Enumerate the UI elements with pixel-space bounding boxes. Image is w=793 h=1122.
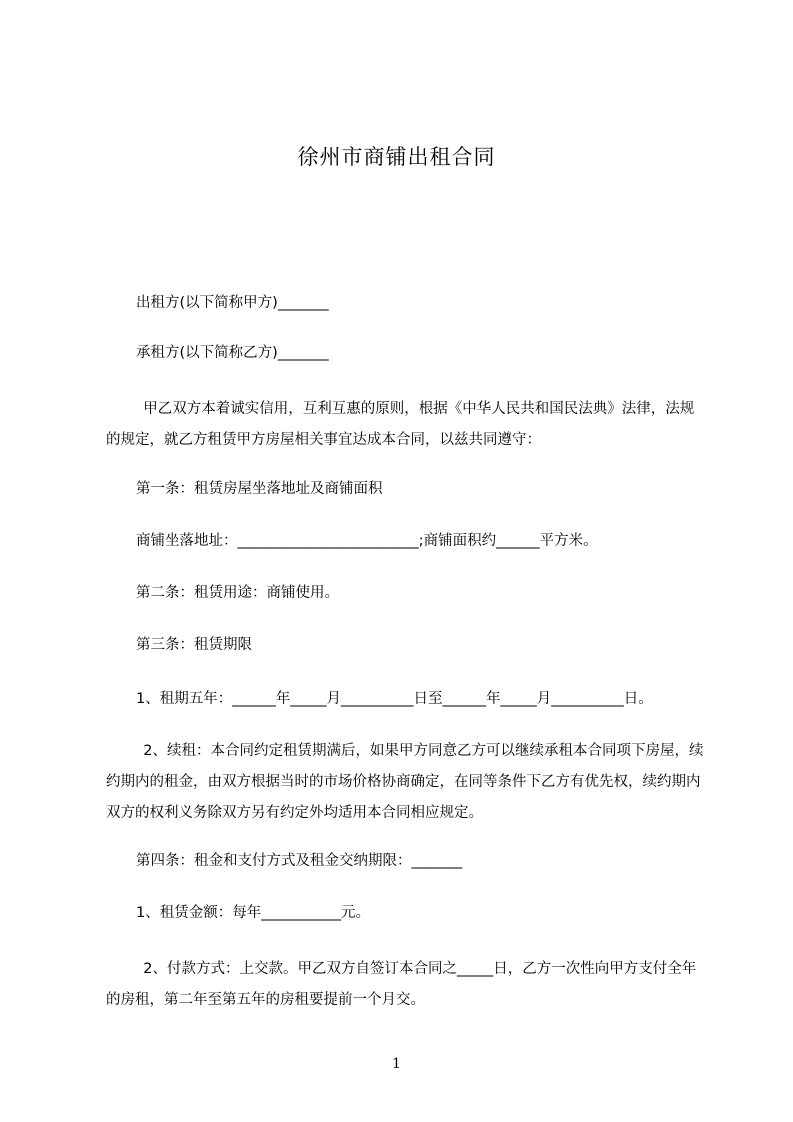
preamble-paragraph: 甲乙双方本着诚实信用，互利互惠的原则，根据《中华人民共和国民法典》法律，法规的规定，就乙方租赁甲方房屋相关事宜达成本合同，以兹共同遵守： [106,401,695,448]
page-number: 1 [392,1056,401,1072]
payment-method-paragraph: 2、付款方式：上交款。甲乙双方自签订本合同之_____日，乙方一次性向甲方支付全年的房租，第二年至第五年的房租要提前一个月交。 [106,961,697,1008]
document-title: 徐州市商铺出租合同 [297,145,496,169]
renewal-paragraph: 2、续租：本合同约定租赁期满后，如果甲方同意乙方可以继续承租本合同项下房屋，续约期内的租金，由双方根据当时的市场价格协商确定，在同等条件下乙方有优先权，续约期内双方的权利义务除双方另有约定外均适用本合同相应规定。 [106,743,704,821]
article-4-heading: 第四条：租金和支付方式及租金交纳期限：_______ [136,853,463,869]
rent-amount-line: 1、租赁金额：每年___________元。 [136,905,370,921]
shop-address-line: 商铺坐落地址：_________________________;商铺面积约______平方米。 [136,533,598,549]
article-3-heading: 第三条：租赁期限 [136,637,252,653]
lease-term-line: 1、租期五年：______年_____月__________日至______年_____月__________日。 [136,691,653,707]
article-2-line: 第二条：租赁用途：商铺使用。 [136,585,339,601]
lessor-line: 出租方(以下简称甲方)_______ [136,295,329,311]
article-1-heading: 第一条：租赁房屋坐落地址及商铺面积 [136,481,383,497]
lessee-line: 承租方(以下简称乙方)_______ [136,345,329,361]
